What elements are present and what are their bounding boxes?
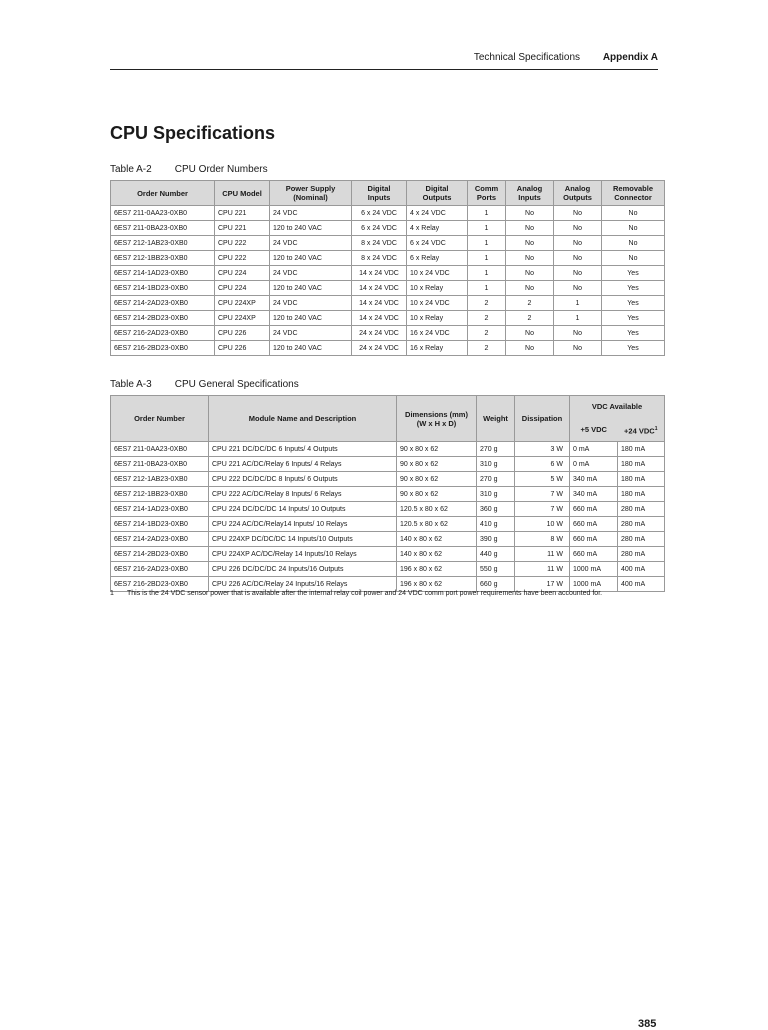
table-cell: Yes: [602, 341, 665, 356]
table-a2-column-header-line: Analog: [516, 184, 543, 193]
table-cell: 90 x 80 x 62: [397, 487, 477, 502]
table-row: [111, 296, 665, 311]
table-cell: 2: [468, 341, 506, 356]
table-cell: 120 to 240 VAC: [270, 311, 352, 326]
table-cell: 6ES7 212-1BB23-0XB0: [111, 251, 215, 266]
table-cell: 6 W: [515, 457, 570, 472]
table-cell: 550 g: [477, 562, 515, 577]
table-a2-column-header-line: Ports: [476, 193, 497, 202]
table-row: [111, 236, 665, 251]
table-a2-column-header: [111, 181, 215, 206]
table-cell: 4 x Relay: [407, 221, 468, 236]
table-a2-column-header-line: Removable: [612, 184, 654, 193]
table-row: [111, 547, 665, 562]
table-cell: No: [554, 281, 602, 296]
table-cell: 340 mA: [570, 487, 618, 502]
table-a2-column-header: [554, 181, 602, 206]
table-row: [111, 502, 665, 517]
header-section-title: Technical Specifications: [473, 52, 581, 63]
header-divider: [110, 69, 658, 70]
table-a2-column-header-line: Outputs: [422, 193, 452, 202]
table-a3-caption-title: CPU General Specifications: [174, 379, 299, 390]
table-cell: CPU 221 AC/DC/Relay 6 Inputs/ 4 Relays: [209, 457, 397, 472]
table-cell: CPU 221: [215, 221, 270, 236]
table-cell: 410 g: [477, 517, 515, 532]
table-cell: No: [506, 206, 554, 221]
table-cell: 120 to 240 VAC: [270, 341, 352, 356]
table-cell: 180 mA: [618, 472, 665, 487]
table-cell: No: [554, 221, 602, 236]
table-cell: 196 x 80 x 62: [397, 577, 477, 592]
table-cell: 120.5 x 80 x 62: [397, 502, 477, 517]
table-cell: No: [506, 236, 554, 251]
table-cell: CPU 224 DC/DC/DC 14 Inputs/ 10 Outputs: [209, 502, 397, 517]
table-cell: Yes: [602, 296, 665, 311]
table-cell: 6ES7 214-2AD23-0XB0: [111, 532, 209, 547]
table-cell: 3 W: [515, 442, 570, 457]
table-cell: 90 x 80 x 62: [397, 457, 477, 472]
table-cell: 6 x Relay: [407, 251, 468, 266]
table-row: [111, 341, 665, 356]
table-a2-column-header-line: Digital: [425, 184, 449, 193]
table-cell: 16 x 24 VDC: [407, 326, 468, 341]
table-cell: CPU 224 AC/DC/Relay14 Inputs/ 10 Relays: [209, 517, 397, 532]
table-cell: 280 mA: [618, 532, 665, 547]
table-cell: 6ES7 212-1AB23-0XB0: [111, 236, 215, 251]
table-cell: 7 W: [515, 487, 570, 502]
table-cell: 270 g: [477, 442, 515, 457]
table-cell: No: [602, 251, 665, 266]
table-cell: 0 mA: [570, 457, 618, 472]
header-plus5-vdc: +5 VDC: [570, 419, 618, 442]
header-dimensions: [397, 396, 477, 442]
table-cell: 2: [506, 296, 554, 311]
table-cell: 1: [554, 311, 602, 326]
table-cell: 24 VDC: [270, 236, 352, 251]
table-cell: 280 mA: [618, 547, 665, 562]
table-cell: CPU 226: [215, 326, 270, 341]
table-cell: CPU 221: [215, 206, 270, 221]
table-cell: 24 x 24 VDC: [352, 341, 407, 356]
table-cell: 8 W: [515, 532, 570, 547]
table-cell: 4 x 24 VDC: [407, 206, 468, 221]
table-cell: 1: [468, 251, 506, 266]
table-cell: CPU 226 DC/DC/DC 24 Inputs/16 Outputs: [209, 562, 397, 577]
table-cell: No: [506, 326, 554, 341]
table-cell: 6ES7 214-2BD23-0XB0: [111, 547, 209, 562]
table-cell: 310 g: [477, 487, 515, 502]
table-cell: 660 mA: [570, 547, 618, 562]
table-cell: 24 VDC: [270, 326, 352, 341]
table-cell: No: [602, 236, 665, 251]
table-cell: No: [506, 341, 554, 356]
table-a2-caption-number: Table A-2: [110, 164, 152, 175]
table-cell: CPU 224: [215, 281, 270, 296]
table-row: [111, 562, 665, 577]
table-cell: 14 x 24 VDC: [352, 311, 407, 326]
table-cell: CPU 224: [215, 266, 270, 281]
table-cell: 6 x 24 VDC: [352, 206, 407, 221]
table-a3-caption-number: Table A-3: [110, 379, 152, 390]
table-row: [111, 472, 665, 487]
table-cell: 24 VDC: [270, 266, 352, 281]
table-cell: 6ES7 211-0BA23-0XB0: [111, 221, 215, 236]
table-cell: 1: [468, 236, 506, 251]
table-row: [111, 532, 665, 547]
cpu-general-specifications-table: [110, 395, 665, 592]
table-cell: 2: [468, 311, 506, 326]
table-a2-column-header-line: CPU Model: [222, 188, 262, 198]
table-cell: 1000 mA: [570, 577, 618, 592]
table-a3-body: [111, 442, 665, 592]
table-cell: 0 mA: [570, 442, 618, 457]
table-cell: 6ES7 214-1BD23-0XB0: [111, 517, 209, 532]
table-a2-column-header-line: Connector: [614, 193, 652, 202]
table-cell: 1: [468, 281, 506, 296]
table-row: [111, 517, 665, 532]
table-cell: 1000 mA: [570, 562, 618, 577]
table-cell: 2: [506, 311, 554, 326]
table-a2-column-header-line: Order Number: [137, 188, 188, 198]
table-cell: No: [554, 206, 602, 221]
table-a2-column-header: [352, 181, 407, 206]
table-cell: 390 g: [477, 532, 515, 547]
table-a2-column-header: [506, 181, 554, 206]
table-cell: No: [554, 251, 602, 266]
table-cell: 180 mA: [618, 457, 665, 472]
header-order-number: Order Number: [111, 396, 209, 442]
table-cell: 6ES7 216-2BD23-0XB0: [111, 577, 209, 592]
table-cell: 6ES7 211-0AA23-0XB0: [111, 206, 215, 221]
table-cell: 310 g: [477, 457, 515, 472]
table-cell: CPU 224XP: [215, 311, 270, 326]
table-cell: No: [554, 341, 602, 356]
table-cell: 14 x 24 VDC: [352, 281, 407, 296]
table-cell: 120 to 240 VAC: [270, 281, 352, 296]
table-cell: CPU 221 DC/DC/DC 6 Inputs/ 4 Outputs: [209, 442, 397, 457]
table-cell: 400 mA: [618, 562, 665, 577]
header-appendix-label: Appendix A: [602, 52, 658, 63]
table-cell: No: [554, 266, 602, 281]
table-row: [111, 206, 665, 221]
table-a3-caption: [110, 379, 299, 390]
table-cell: 6ES7 214-1AD23-0XB0: [111, 266, 215, 281]
table-a2-body: [111, 206, 665, 356]
table-cell: No: [506, 281, 554, 296]
table-cell: Yes: [602, 311, 665, 326]
table-cell: 90 x 80 x 62: [397, 472, 477, 487]
table-a2-column-header-line: Comm: [474, 184, 499, 193]
page-title: CPU Specifications: [110, 123, 276, 143]
table-cell: CPU 224XP: [215, 296, 270, 311]
table-a2-column-header: [468, 181, 506, 206]
table-cell: 6ES7 216-2AD23-0XB0: [111, 326, 215, 341]
table-cell: No: [506, 221, 554, 236]
table-cell: CPU 222: [215, 236, 270, 251]
footnote-text: This is the 24 VDC sensor power that is available after the internal relay coil power and 24 VDC comm port power requirements have been accounted for.: [127, 590, 603, 597]
table-cell: 1: [554, 296, 602, 311]
table-cell: CPU 226 AC/DC/Relay 24 Inputs/16 Relays: [209, 577, 397, 592]
cpu-order-numbers-table: [110, 180, 665, 356]
table-row: [111, 266, 665, 281]
table-cell: Yes: [602, 281, 665, 296]
table-cell: 340 mA: [570, 472, 618, 487]
table-cell: 6ES7 216-2AD23-0XB0: [111, 562, 209, 577]
table-cell: 270 g: [477, 472, 515, 487]
table-cell: 6ES7 214-2BD23-0XB0: [111, 311, 215, 326]
table-cell: 360 g: [477, 502, 515, 517]
table-row: [111, 311, 665, 326]
table-cell: 180 mA: [618, 442, 665, 457]
table-a2-column-header: [602, 181, 665, 206]
table-cell: 180 mA: [618, 487, 665, 502]
table-cell: No: [602, 221, 665, 236]
table-cell: 8 x 24 VDC: [352, 236, 407, 251]
table-cell: 120.5 x 80 x 62: [397, 517, 477, 532]
table-cell: CPU 222 DC/DC/DC 8 Inputs/ 6 Outputs: [209, 472, 397, 487]
table-cell: Yes: [602, 266, 665, 281]
table-a2-column-header: [270, 181, 352, 206]
table-cell: No: [554, 236, 602, 251]
table-cell: No: [602, 206, 665, 221]
table-a2-column-header: [407, 181, 468, 206]
table-cell: 6ES7 216-2BD23-0XB0: [111, 341, 215, 356]
table-cell: 10 x 24 VDC: [407, 266, 468, 281]
table-cell: 120 to 240 VAC: [270, 221, 352, 236]
header-plus24-vdc: [618, 419, 665, 442]
table-cell: 7 W: [515, 502, 570, 517]
table-cell: 280 mA: [618, 502, 665, 517]
table-a2-column-header-line: Inputs: [367, 193, 391, 202]
table-cell: 6ES7 212-1BB23-0XB0: [111, 487, 209, 502]
table-cell: 1: [468, 206, 506, 221]
table-cell: 280 mA: [618, 517, 665, 532]
table-a2-column-header-line: Digital: [367, 184, 391, 193]
table-cell: CPU 224XP AC/DC/Relay 14 Inputs/10 Relays: [209, 547, 397, 562]
table-cell: 11 W: [515, 562, 570, 577]
table-a2-caption: [110, 164, 268, 175]
table-cell: 24 VDC: [270, 206, 352, 221]
table-cell: CPU 224XP DC/DC/DC 14 Inputs/10 Outputs: [209, 532, 397, 547]
table-a2-column-header: [215, 181, 270, 206]
header-module-description: Module Name and Description: [209, 396, 397, 442]
table-cell: 660 mA: [570, 517, 618, 532]
header-dimensions-line1: Dimensions (mm): [405, 409, 468, 419]
table-cell: CPU 226: [215, 341, 270, 356]
table-cell: 10 x Relay: [407, 311, 468, 326]
table-cell: 660 mA: [570, 502, 618, 517]
table-cell: CPU 222: [215, 251, 270, 266]
table-cell: 120 to 240 VAC: [270, 251, 352, 266]
running-header: [110, 52, 658, 68]
table-row: [111, 457, 665, 472]
table-cell: 6ES7 211-0AA23-0XB0: [111, 442, 209, 457]
table-cell: 14 x 24 VDC: [352, 296, 407, 311]
table-cell: 10 x Relay: [407, 281, 468, 296]
table-cell: 24 VDC: [270, 296, 352, 311]
table-row: [111, 281, 665, 296]
table-cell: 10 x 24 VDC: [407, 296, 468, 311]
table-a2-column-header-line: Analog: [564, 184, 591, 193]
table-cell: No: [506, 251, 554, 266]
table-cell: 11 W: [515, 547, 570, 562]
table-cell: 6 x 24 VDC: [352, 221, 407, 236]
table-a2-caption-title: CPU Order Numbers: [174, 164, 268, 175]
header-vdc-available: VDC Available: [570, 396, 665, 419]
table-cell: 5 W: [515, 472, 570, 487]
table-a3-header-row: [111, 396, 665, 419]
table-row: [111, 487, 665, 502]
table-cell: 1: [468, 266, 506, 281]
footnote-reference: 1: [654, 425, 658, 432]
table-cell: 140 x 80 x 62: [397, 547, 477, 562]
footnote-mark: 1: [110, 590, 114, 597]
table-cell: No: [554, 326, 602, 341]
table-cell: 6ES7 212-1AB23-0XB0: [111, 472, 209, 487]
table-cell: 6ES7 214-1BD23-0XB0: [111, 281, 215, 296]
table-cell: 6ES7 214-1AD23-0XB0: [111, 502, 209, 517]
table-cell: 400 mA: [618, 577, 665, 592]
table-cell: 90 x 80 x 62: [397, 442, 477, 457]
table-row: [111, 221, 665, 236]
table-cell: 140 x 80 x 62: [397, 532, 477, 547]
table-cell: 8 x 24 VDC: [352, 251, 407, 266]
table-cell: 17 W: [515, 577, 570, 592]
table-cell: 6 x 24 VDC: [407, 236, 468, 251]
table-row: [111, 251, 665, 266]
header-weight: Weight: [477, 396, 515, 442]
table-a2-column-header-line: Outputs: [563, 193, 592, 202]
table-a2-column-header-line: Power Supply: [285, 184, 336, 193]
table-a2-column-header-line: (Nominal): [293, 193, 328, 202]
table-row: [111, 442, 665, 457]
header-plus24-label: +24 VDC: [624, 426, 655, 435]
table-a2-header-row: [111, 181, 665, 206]
table-cell: Yes: [602, 326, 665, 341]
table-cell: 24 x 24 VDC: [352, 326, 407, 341]
header-dimensions-line2: (W x H x D): [416, 418, 457, 428]
table-cell: 440 g: [477, 547, 515, 562]
page-number: 385: [638, 1018, 657, 1030]
table-a2-column-header-line: Inputs: [518, 193, 541, 202]
table-cell: 660 mA: [570, 532, 618, 547]
table-cell: 2: [468, 296, 506, 311]
table-cell: 16 x Relay: [407, 341, 468, 356]
table-cell: 2: [468, 326, 506, 341]
table-row: [111, 326, 665, 341]
table-cell: CPU 222 AC/DC/Relay 8 Inputs/ 6 Relays: [209, 487, 397, 502]
table-cell: 6ES7 211-0BA23-0XB0: [111, 457, 209, 472]
table-cell: 6ES7 214-2AD23-0XB0: [111, 296, 215, 311]
table-cell: 660 g: [477, 577, 515, 592]
header-dissipation: Dissipation: [515, 396, 570, 442]
table-cell: 10 W: [515, 517, 570, 532]
table-cell: 14 x 24 VDC: [352, 266, 407, 281]
footnote: [110, 589, 658, 598]
table-cell: 1: [468, 221, 506, 236]
table-cell: 196 x 80 x 62: [397, 562, 477, 577]
table-cell: No: [506, 266, 554, 281]
